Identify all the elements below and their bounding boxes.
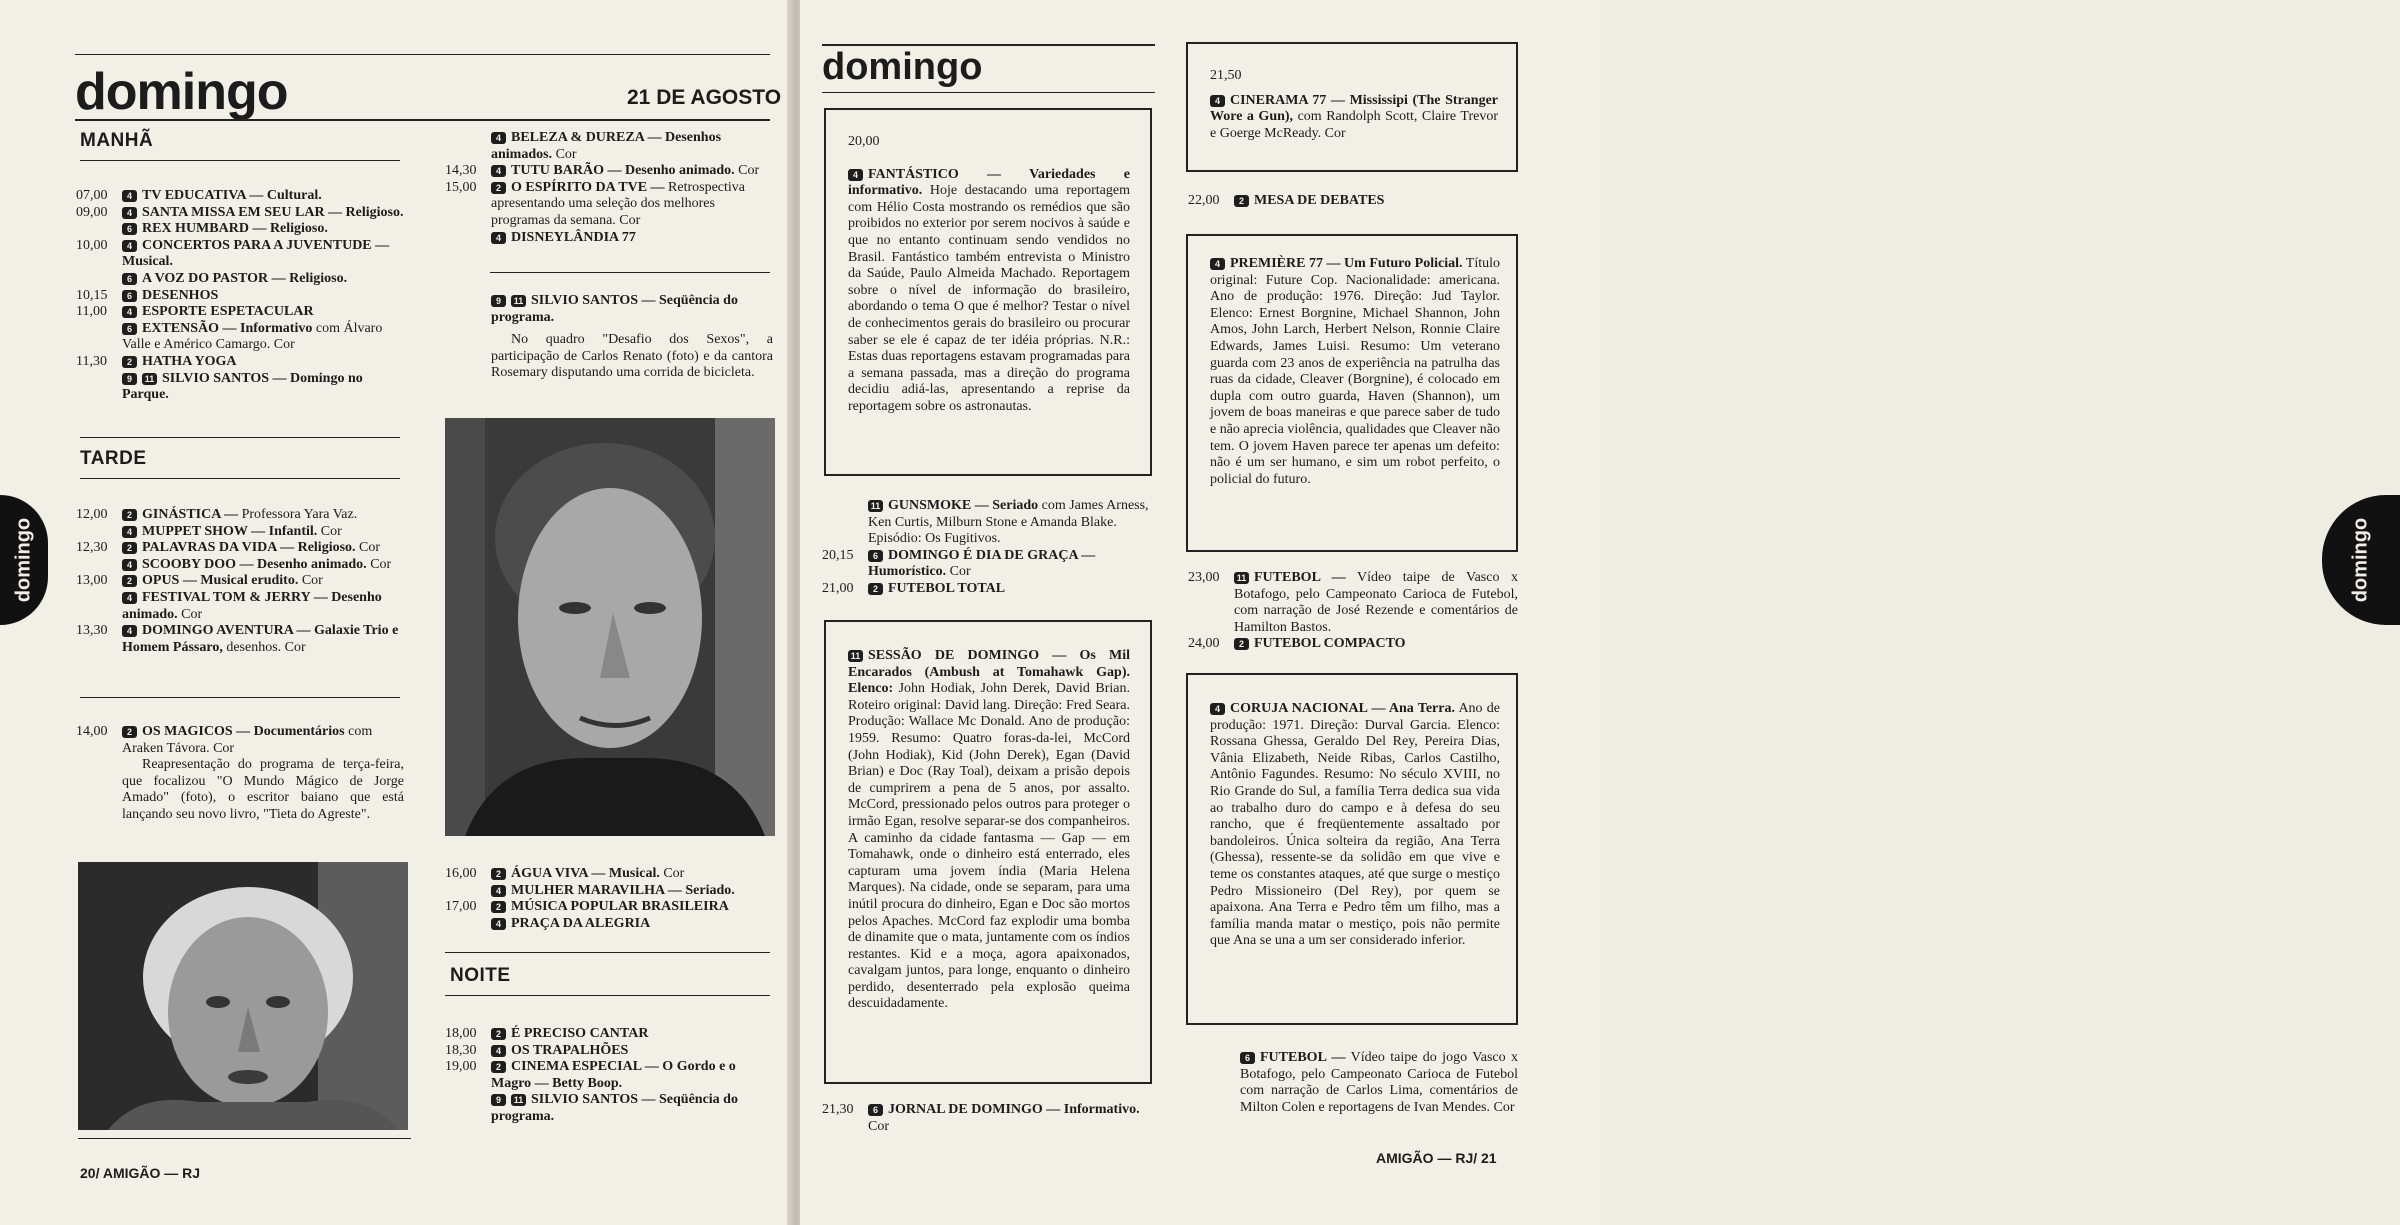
- entry-time: 15,00: [445, 179, 477, 195]
- channel-badge-icon: 4: [848, 169, 863, 181]
- channel-badge-icon: 2: [122, 726, 137, 738]
- entry-time: 12,30: [76, 540, 108, 556]
- channel-badge-icon: 2: [122, 356, 137, 368]
- schedule-entry: [76, 573, 404, 590]
- entry-time: 20,00: [848, 134, 880, 149]
- section-rule: [80, 160, 400, 161]
- entry-title: ESPORTE ESPETACULAR: [142, 304, 314, 320]
- entry-time: [822, 498, 868, 548]
- channel-badge-icon: 6: [122, 290, 137, 302]
- schedule-entry: [445, 1092, 773, 1125]
- schedule-entry: [76, 724, 404, 757]
- channel-badge-icon: 11: [511, 1094, 526, 1106]
- entry-title: OPUS — Musical erudito.: [142, 573, 299, 589]
- entry-title: SILVIO SANTOS — Seqüência do programa.: [491, 1092, 738, 1124]
- channel-badge-icon: 4: [491, 918, 506, 930]
- section-rule: [80, 697, 400, 698]
- entry-desc: Retrospectiva apresentando uma seleção dos melhores programas da semana. Cor: [491, 179, 746, 228]
- entry-time: 21,00: [822, 580, 854, 596]
- entry-title: FUTEBOL —: [1260, 1050, 1346, 1065]
- entry-title: EXTENSÃO — Informativo: [142, 320, 313, 336]
- futebol-entries: [1188, 570, 1518, 653]
- schedule-entry: [76, 321, 404, 354]
- entry-desc: John Hodiak, John Derek, David Brian. Roteiro original: David lang. Direção: Fred Seara. Produção: Wallace Mc Donald. Ano de produção: 1959. Resumo: Quatro foras-da-lei, McCord (John Hodiak), Kid (John Derek), Egan (David Brian) e Doc (Ray Toal), deixam a prisão depois de cumprirem a pena de 5 anos, por assalto. McCord, pressionado pelos outros para proteger o irmão Egan, resolve separar-se dos companheiros. A caminho da cidade fantasma — Gap — em Tomahawk, onde o dinheiro está enterrado, eles capturam uma jovem índia (Maria Helena Marques). Na cidade, onde se separam, para uma inútil procura do dinheiro, Egan e Doc são mortos pelos Apaches. McCord faz explodir uma bomba de dinamite que o mata, juntamente com os índios restantes. Kid e a moça, agora apaixonados, cavalgam juntos, para longe, enquanto o dinheiro perdido, desenterrado pela explosão queima descuidadamente.: [848, 681, 1130, 1012]
- page-footer: 20/ AMIGÃO — RJ: [80, 1165, 201, 1181]
- schedule-entry: [76, 238, 404, 271]
- photo-carlos-renato: [445, 418, 775, 836]
- title-rule: [822, 92, 1155, 93]
- schedule-entry: [445, 866, 773, 883]
- entry-time: [76, 557, 122, 574]
- entry-time: 19,00: [445, 1059, 477, 1075]
- entry-desc: com Araken Távora. Cor: [122, 724, 373, 756]
- entry-time: 18,30: [445, 1042, 477, 1058]
- entry-desc: Cor: [663, 866, 685, 881]
- channel-badge-icon: 4: [122, 526, 137, 538]
- channel-badge-icon: 2: [1234, 195, 1249, 207]
- entry-title: BELEZA & DUREZA — Desenhos animados.: [491, 130, 722, 162]
- entry-desc: Cor: [301, 573, 323, 589]
- entry-desc: Cor: [370, 556, 392, 572]
- entry-time: [445, 130, 491, 163]
- schedule-entry: [76, 205, 404, 222]
- magicos-block: [76, 724, 404, 824]
- schedule-entry: [76, 288, 404, 305]
- portrait-old-man-icon: [78, 862, 408, 1130]
- channel-badge-icon: 4: [491, 885, 506, 897]
- channel-badge-icon: 6: [868, 550, 883, 562]
- schedule-entry: [822, 548, 1152, 581]
- entry-title: CONCERTOS PARA A JUVENTUDE — Musical.: [122, 237, 390, 270]
- channel-badge-icon: 4: [491, 132, 506, 144]
- right-page: [800, 0, 2372, 1225]
- schedule-entry: [76, 623, 404, 656]
- futebol2-entry: [1240, 1050, 1518, 1116]
- entry-desc: com Álvaro Valle e Américo Camargo. Cor: [122, 320, 383, 353]
- entry-time: 09,00: [76, 204, 108, 220]
- entry-time: [76, 321, 122, 354]
- entry-title: DISNEYLÂNDIA 77: [511, 229, 636, 245]
- entry-time: [76, 221, 122, 238]
- entry-title: SILVIO SANTOS — Seqüência do programa.: [491, 293, 738, 325]
- section-rule: [80, 478, 400, 479]
- channel-badge-icon: 9: [491, 295, 506, 307]
- channel-badge-icon: 4: [122, 207, 137, 219]
- schedule-entry: [445, 180, 773, 230]
- entry-title: SANTA MISSA EM SEU LAR — Religioso.: [142, 204, 404, 220]
- entry-title: CORUJA NACIONAL — Ana Terra.: [1230, 701, 1455, 716]
- entry-time: 20,15: [822, 547, 854, 563]
- entry-desc: Vídeo taipe de Vasco x Botafogo, pelo Campeonato Carioca de Futebol, com narração de José Rezende e comentários de Hamilton Bastos.: [1234, 570, 1518, 635]
- channel-badge-icon: 4: [491, 1045, 506, 1057]
- entry-time: [445, 230, 491, 247]
- channel-badge-icon: 4: [122, 559, 137, 571]
- page-date: 21 DE AGOSTO: [627, 86, 782, 109]
- channel-badge-icon: 4: [122, 625, 137, 637]
- schedule-mid: [822, 498, 1152, 598]
- top-rule: [75, 54, 770, 55]
- entry-time: 16,00: [445, 866, 477, 881]
- entry-title: SCOOBY DOO — Desenho animado.: [142, 556, 367, 572]
- channel-badge-icon: 4: [122, 592, 137, 604]
- entry-time: 21,30: [822, 1102, 854, 1117]
- channel-badge-icon: 2: [491, 1061, 506, 1073]
- entry-time: 14,30: [445, 163, 477, 179]
- schedule-entry: [76, 590, 404, 623]
- page-footer: AMIGÃO — RJ/ 21: [1376, 1150, 1497, 1166]
- entry-time: [445, 916, 491, 933]
- entry-title: GINÁSTICA —: [142, 507, 239, 522]
- schedule-entry: [445, 1059, 773, 1092]
- entry-title: FUTEBOL —: [1254, 570, 1346, 585]
- entry-time: 13,00: [76, 573, 108, 589]
- fantastico-box: [824, 108, 1152, 476]
- entry-title: SESSÃO DE DOMINGO — Os Mil Encarados (Ambush at Tomahawk Gap). Elenco:: [848, 648, 1130, 697]
- channel-badge-icon: 4: [122, 240, 137, 252]
- entry-time: [76, 524, 122, 541]
- schedule-tarde: [76, 507, 404, 656]
- photo-jorge-amado: [78, 862, 408, 1130]
- schedule-entry: [445, 916, 773, 933]
- schedule-entry: [445, 1026, 773, 1043]
- entry-title: MÚSICA POPULAR BRASILEIRA: [511, 899, 729, 915]
- side-tab: [2322, 495, 2400, 625]
- entry-title: FANTÁSTICO — Variedades e informativo.: [848, 166, 1130, 199]
- bottom-rule: [78, 1138, 411, 1139]
- entry-time: [76, 590, 122, 623]
- channel-badge-icon: 4: [1210, 95, 1225, 107]
- schedule-entry: [848, 648, 1130, 1013]
- schedule-entry: [76, 188, 404, 205]
- schedule-col2b: [445, 866, 773, 932]
- entry-title: TV EDUCATIVA — Cultural.: [142, 188, 322, 203]
- channel-badge-icon: 4: [122, 190, 137, 202]
- schedule-entry: [76, 507, 404, 524]
- entry-time: 22,00: [1188, 193, 1220, 208]
- channel-badge-icon: 2: [491, 1028, 506, 1040]
- side-tab-label: domingo: [12, 517, 35, 603]
- channel-badge-icon: 2: [491, 868, 506, 880]
- entry-desc: Cor: [181, 606, 203, 622]
- entry-title: PREMIÈRE 77 — Um Futuro Policial.: [1230, 256, 1463, 271]
- channel-badge-icon: 6: [1240, 1052, 1255, 1064]
- entry-title: DESENHOS: [142, 287, 219, 303]
- title-rule: [75, 119, 770, 121]
- sessao-box: [824, 620, 1152, 1084]
- schedule-entry: [848, 167, 1130, 416]
- entry-time: [76, 271, 122, 288]
- section-heading-tarde: TARDE: [80, 448, 147, 469]
- channel-badge-icon: 2: [122, 542, 137, 554]
- entry-title: REX HUMBARD — Religioso.: [142, 221, 328, 237]
- premiere-box: [1186, 234, 1518, 552]
- entry-title: DOMINGO AVENTURA — Galaxie Trio e Homem Pássaro,: [122, 623, 399, 655]
- entry-time: 21,50: [1210, 68, 1242, 83]
- schedule-entry: [1210, 256, 1500, 488]
- channel-badge-icon: 6: [122, 273, 137, 285]
- entry-desc: Professora Yara Vaz.: [241, 507, 358, 522]
- schedule-entry: [822, 1102, 1152, 1135]
- entry-title: MUPPET SHOW — Infantil.: [142, 523, 318, 539]
- schedule-entry: [76, 524, 404, 541]
- entry-title: FUTEBOL TOTAL: [888, 580, 1006, 596]
- channel-badge-icon: 9: [491, 1094, 506, 1106]
- channel-badge-icon: 11: [511, 295, 526, 307]
- schedule-entry: [1210, 93, 1498, 143]
- channel-badge-icon: 4: [1210, 703, 1225, 715]
- entry-desc: Cor: [868, 1118, 889, 1134]
- entry-title: PRAÇA DA ALEGRIA: [511, 915, 651, 931]
- channel-badge-icon: 2: [122, 509, 137, 521]
- channel-badge-icon: 4: [491, 232, 506, 244]
- entry-time: [445, 1092, 491, 1125]
- channel-badge-icon: 4: [1210, 258, 1225, 270]
- entry-time: 17,00: [445, 899, 477, 915]
- schedule-entry: [445, 899, 773, 916]
- entry-paragraph: No quadro "Desafio dos Sexos", a participação de Carlos Renato (foto) e da cantora Rosemary disputando uma corrida de bicicleta.: [491, 332, 773, 381]
- entry-time: 11,00: [76, 304, 107, 320]
- section-heading-noite: NOITE: [450, 965, 511, 986]
- entry-title: TUTU BARÃO — Desenho animado.: [511, 163, 735, 179]
- entry-time: 11,30: [76, 353, 107, 369]
- entry-paragraph: Reapresentação do programa de terça-feira, que focalizou "O Mundo Mágico de Jorge Amado" (foto), o escritor baiano que está lançando seu novo livro, "Tieta do Agreste".: [122, 757, 404, 822]
- schedule-col2a: [445, 130, 773, 246]
- schedule-manha: [76, 188, 404, 404]
- channel-badge-icon: 11: [848, 650, 863, 662]
- entry-desc: Cor: [949, 564, 971, 580]
- schedule-entry: [76, 271, 404, 288]
- entry-title: OS MAGICOS — Documentários: [142, 724, 345, 739]
- side-tab-label: domingo: [2349, 517, 2372, 603]
- side-tab: [0, 495, 48, 625]
- entry-title: FUTEBOL COMPACTO: [1254, 636, 1406, 652]
- channel-badge-icon: 11: [1234, 572, 1249, 584]
- entry-title: O ESPÍRITO DA TVE —: [511, 179, 665, 195]
- cinerama-box: [1186, 42, 1518, 172]
- entry-title: GUNSMOKE — Seriado: [888, 498, 1039, 513]
- entry-time: 14,00: [76, 724, 108, 739]
- entry-time: 07,00: [76, 188, 108, 203]
- entry-title: É PRECISO CANTAR: [511, 1026, 649, 1041]
- schedule-noite: [445, 1026, 773, 1126]
- entry-desc: Título original: Future Cop. Nacionalidade: americana. Ano de produção: 1976. Direção: Jud Taylor. Elenco: Ernest Borgnine, Michael Shannon, John Amos, John Larch, Herbert Nelson, Ronnie Claire Edwards, James Luisi. Resumo: Um veterano guarda com 23 anos de experiência na patrulha das ruas da cidade, Cleaver (Borgnine), é colocado em dupla com outro guarda, Haven (Shannon), um jovem de boas maneiras e que parece saber de tudo e não aprecia violência, qualidades que Cleaver não tem. O jovem Haven parece ter apenas um defeito: não é um ser humano, e sim um robot perfeito, o policial do futuro.: [1210, 256, 1501, 487]
- entry-desc: desenhos. Cor: [226, 639, 306, 655]
- entry-time: 10,00: [76, 237, 108, 253]
- entry-desc: Cor: [738, 163, 760, 179]
- entry-desc: Vídeo taipe do jogo Vasco x Botafogo, pelo Campeonato Carioca de Futebol com narração de Carlos Lima, comentários de Milton Colen e reportagens de Ivan Mendes. Cor: [1240, 1050, 1518, 1115]
- schedule-entry: [445, 1043, 773, 1060]
- schedule-entry: [1188, 636, 1518, 653]
- channel-badge-icon: 4: [122, 306, 137, 318]
- schedule-entry: [491, 293, 773, 326]
- channel-badge-icon: 11: [142, 373, 157, 385]
- entry-desc: Hoje destacando uma reportagem com Hélio Costa mostrando os remédios que são proibidos no exterior por serem nocivos à saúde e que no entanto continuam sendo vendidos no Brasil. Fantástico também entrevista o Ministro da Saúde, Paulo Almeida Machado. Reportagem sobre o nível de informação do brasileiro, abordando o tema O que é melhor? Testar o nível de conhecimentos gerais do brasileiro ou procurar saber se ele é capaz de ter idéia próprias. N.R.: Estas duas reportagens estavam programadas para a semana passada, mas a direção do programa decidiu adiá-las, apresentando a reprise da reportagem sobre os astronautas.: [848, 183, 1130, 414]
- entry-title: ÁGUA VIVA — Musical.: [511, 866, 660, 881]
- entry-title: JORNAL DE DOMINGO — Informativo.: [888, 1102, 1140, 1117]
- silvio-block: [491, 293, 773, 382]
- entry-time: [76, 371, 122, 404]
- schedule-entry: [1188, 570, 1518, 636]
- schedule-entry: [822, 498, 1152, 548]
- schedule-entry: [1210, 701, 1500, 950]
- entry-desc: Cor: [359, 540, 381, 556]
- entry-title: A VOZ DO PASTOR — Religioso.: [142, 270, 348, 286]
- entry-desc: com James Arness, Ken Curtis, Milburn Stone e Amanda Blake. Episódio: Os Fugitivos.: [868, 498, 1149, 547]
- channel-badge-icon: 2: [491, 901, 506, 913]
- channel-badge-icon: 2: [491, 182, 506, 194]
- entry-time: 12,00: [76, 507, 108, 522]
- entry-time: [445, 883, 491, 900]
- channel-badge-icon: 6: [868, 1104, 883, 1116]
- channel-badge-icon: 2: [1234, 638, 1249, 650]
- entry-time: 10,15: [76, 287, 108, 303]
- channel-badge-icon: 2: [122, 575, 137, 587]
- debates-entry: [1188, 193, 1518, 210]
- entry-title: PALAVRAS DA VIDA — Religioso.: [142, 540, 356, 556]
- section-rule: [445, 995, 770, 996]
- entry-title: FESTIVAL TOM & JERRY — Desenho animado.: [122, 589, 382, 622]
- entry-time: 13,30: [76, 623, 108, 639]
- entry-title: HATHA YOGA: [142, 353, 237, 369]
- channel-badge-icon: 11: [868, 500, 883, 512]
- entry-title: OS TRAPALHÕES: [511, 1042, 629, 1058]
- schedule-entry: [76, 371, 404, 404]
- entry-desc: com Randolph Scott, Claire Trevor e Goerge McReady. Cor: [1210, 109, 1498, 141]
- channel-badge-icon: 6: [122, 323, 137, 335]
- schedule-entry: [76, 221, 404, 238]
- entry-title: SILVIO SANTOS — Domingo no Parque.: [122, 370, 363, 403]
- schedule-entry: [822, 581, 1152, 598]
- page-title: domingo: [822, 46, 983, 88]
- schedule-entry: [76, 540, 404, 557]
- schedule-entry: [76, 557, 404, 574]
- schedule-entry: [445, 130, 773, 163]
- schedule-entry: [76, 354, 404, 371]
- entry-desc: Ano de produção: 1971. Direção: Durval Garcia. Elenco: Rossana Ghessa, Geraldo Del Rey, Pereira Dias, Vânia Elizabeth, Neide Ribas, Carlos Castilho, Antônio Fagundes. Resumo: No século XVIII, no Rio Grande do Sul, a família Terra dedica sua vida ao trabalho duro do campo e à defesa do seu rancho, que é freqüentemente assaltado por bandoleiros. Única solteira da região, Ana Terra (Ghessa), ressente-se da solidão em que vive e teme os constantes ataques, até que surge o mestiço Pedro Missioneiro (Del Rey), por quem se apaixona. Ana Terra e Pedro têm um filho, mas a família manda matar o mestiço, pois não permite que Ana se una a um ser considerado inferior.: [1210, 701, 1500, 949]
- entry-desc: Cor: [555, 146, 577, 162]
- entry-time: 24,00: [1188, 636, 1220, 652]
- schedule-entry: [1188, 193, 1518, 210]
- schedule-entry: [76, 304, 404, 321]
- schedule-entry: [445, 230, 773, 247]
- section-rule: [445, 952, 770, 953]
- section-heading-manha: MANHÃ: [80, 130, 154, 151]
- entry-time: 23,00: [1188, 570, 1220, 585]
- channel-badge-icon: 9: [122, 373, 137, 385]
- entry-desc: Cor: [320, 523, 342, 539]
- channel-badge-icon: 2: [868, 583, 883, 595]
- page-title: domingo: [75, 63, 288, 121]
- entry-title: CINERAMA 77 — Mississipi (The Stranger Wore a Gun),: [1210, 92, 1498, 125]
- jornal-entry: [822, 1102, 1152, 1135]
- schedule-entry: [445, 163, 773, 180]
- channel-badge-icon: 4: [491, 165, 506, 177]
- channel-badge-icon: 6: [122, 223, 137, 235]
- entry-title: MULHER MARAVILHA — Seriado.: [511, 882, 735, 898]
- schedule-entry: [445, 883, 773, 900]
- section-rule: [490, 272, 770, 273]
- entry-title: CINEMA ESPECIAL — O Gordo e o Magro — Betty Boop.: [491, 1059, 736, 1091]
- coruja-box: [1186, 673, 1518, 1025]
- portrait-man-icon: [445, 418, 775, 836]
- entry-title: DOMINGO É DIA DE GRAÇA — Humorístico.: [868, 547, 1096, 580]
- left-page: [0, 0, 795, 1225]
- entry-title: MESA DE DEBATES: [1254, 193, 1385, 208]
- section-rule: [80, 437, 400, 438]
- entry-time: 18,00: [445, 1026, 477, 1041]
